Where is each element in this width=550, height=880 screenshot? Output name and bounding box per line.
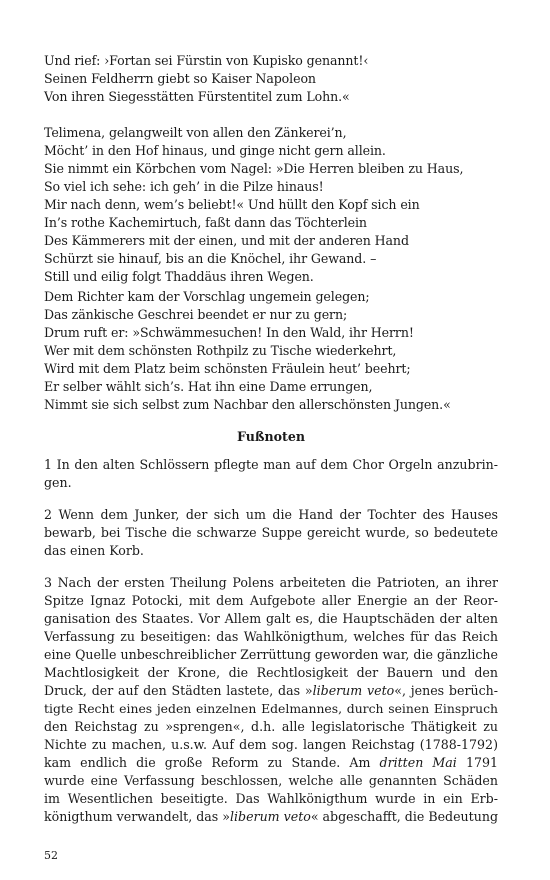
footnote-line: Nichte zu machen, u.s.w. Auf dem sog. langen Reichstag (1788-1792) xyxy=(44,737,498,752)
verse-line: Seinen Feldherrn giebt so Kaiser Napoleon xyxy=(44,71,316,86)
verse-line: Er selber wählt sich’s. Hat ihn eine Dame errungen, xyxy=(44,379,373,394)
footnote-line: königthum verwandelt, das »liberum veto« abgeschafft, die Bedeutung xyxy=(44,809,498,824)
footnote-1 xyxy=(44,456,498,492)
footnote-line: gen. xyxy=(44,475,72,490)
footnote-line: das einen Korb. xyxy=(44,543,144,558)
verse-line: Telimena, gelangweilt von allen den Zänkerei’n, xyxy=(44,125,347,140)
verse-stanza-1 xyxy=(44,52,498,106)
footnote-line: Machtlosigkeit der Krone, die Rechtlosigkeit der Bauern und den xyxy=(44,665,498,680)
page-number: 52 xyxy=(44,849,58,862)
verse-line: Des Kämmerers mit der einen, und mit der anderen Hand xyxy=(44,233,409,248)
verse-line: Nimmt sie sich selbst zum Nachbar den allerschönsten Jungen.« xyxy=(44,397,451,412)
verse-line: Wer mit dem schönsten Rothpilz zu Tische wiederkehrt, xyxy=(44,343,397,358)
footnote-line: tigte Recht eines jeden einzelnen Edelmannes, durch seinen Einspruch xyxy=(44,701,498,716)
verse-line: Das zänkische Geschrei beendet er nur zu gern; xyxy=(44,307,348,322)
footnote-line: Spitze Ignaz Potocki, mit dem Aufgebote aller Energie an der Reor- xyxy=(44,593,498,608)
footnote-line: 2 Wenn dem Junker, der sich um die Hand der Tochter des Hauses xyxy=(44,507,498,522)
footnote-line: bewarb, bei Tische die schwarze Suppe gereicht wurde, so bedeutete xyxy=(44,525,498,540)
verse-line: So viel ich sehe: ich geh’ in die Pilze hinaus! xyxy=(44,179,324,194)
footnote-line: Druck, der auf den Städten lastete, das »liberum veto«, jenes berüch- xyxy=(44,683,498,698)
verse-stanza-2 xyxy=(44,124,498,286)
verse-line: Möcht’ in den Hof hinaus, und ginge nicht gern allein. xyxy=(44,143,386,158)
verse-line: Wird mit dem Platz beim schönsten Fräulein heut’ beehrt; xyxy=(44,361,411,376)
footnote-line: ganisation des Staates. Vor Allem galt es, die Hauptschäden der alten xyxy=(44,611,498,626)
verse-line: Von ihren Siegesstätten Fürstentitel zum Lohn.« xyxy=(44,89,350,104)
footnote-line: eine Quelle unbeschreiblicher Zerrüttung geworden war, die gänzliche xyxy=(44,647,498,662)
verse-line: Mir nach denn, wem’s beliebt!« Und hüllt den Kopf sich ein xyxy=(44,197,420,212)
verse-line: In’s rothe Kachemirtuch, faßt dann das Töchterlein xyxy=(44,215,367,230)
footnote-line: 3 Nach der ersten Theilung Polens arbeiteten die Patrioten, an ihrer xyxy=(44,575,498,590)
verse-line: Still und eilig folgt Thaddäus ihren Wegen. xyxy=(44,269,314,284)
footnote-line: wurde eine Verfassung beschlossen, welche alle genannten Schäden xyxy=(44,773,498,788)
verse-line: Und rief: ›Fortan sei Fürstin von Kupisko genannt!‹ xyxy=(44,53,369,68)
emphasis: dritten Mai xyxy=(379,755,457,770)
verse-stanza-3 xyxy=(44,288,498,414)
emphasis: liberum veto xyxy=(229,809,311,824)
emphasis: liberum veto xyxy=(312,683,395,698)
footnote-line: im Wesentlichen beseitigte. Das Wahlkönigthum wurde in ein Erb- xyxy=(44,791,498,806)
footnote-line: Verfassung zu beseitigen: das Wahlkönigthum, welches für das Reich xyxy=(44,629,498,644)
verse-line: Dem Richter kam der Vorschlag ungemein gelegen; xyxy=(44,289,370,304)
footnote-line: kam endlich die große Reform zu Stande. Am dritten Mai 1791 xyxy=(44,755,498,770)
footnotes-heading: Fußnoten xyxy=(237,429,305,444)
verse-line: Schürzt sie hinauf, bis an die Knöchel, ihr Gewand. – xyxy=(44,251,377,266)
footnote-2 xyxy=(44,506,498,560)
footnote-line: 1 In den alten Schlössern pflegte man auf dem Chor Orgeln anzubrin- xyxy=(44,457,498,472)
verse-line: Drum ruft er: »Schwämmesuchen! In den Wald, ihr Herrn! xyxy=(44,325,414,340)
verse-line: Sie nimmt ein Körbchen vom Nagel: »Die Herren bleiben zu Haus, xyxy=(44,161,464,176)
footnote-line: den Reichstag zu »sprengen«, d.h. alle legislatorische Thätigkeit zu xyxy=(44,719,498,734)
footnote-3 xyxy=(44,574,498,826)
